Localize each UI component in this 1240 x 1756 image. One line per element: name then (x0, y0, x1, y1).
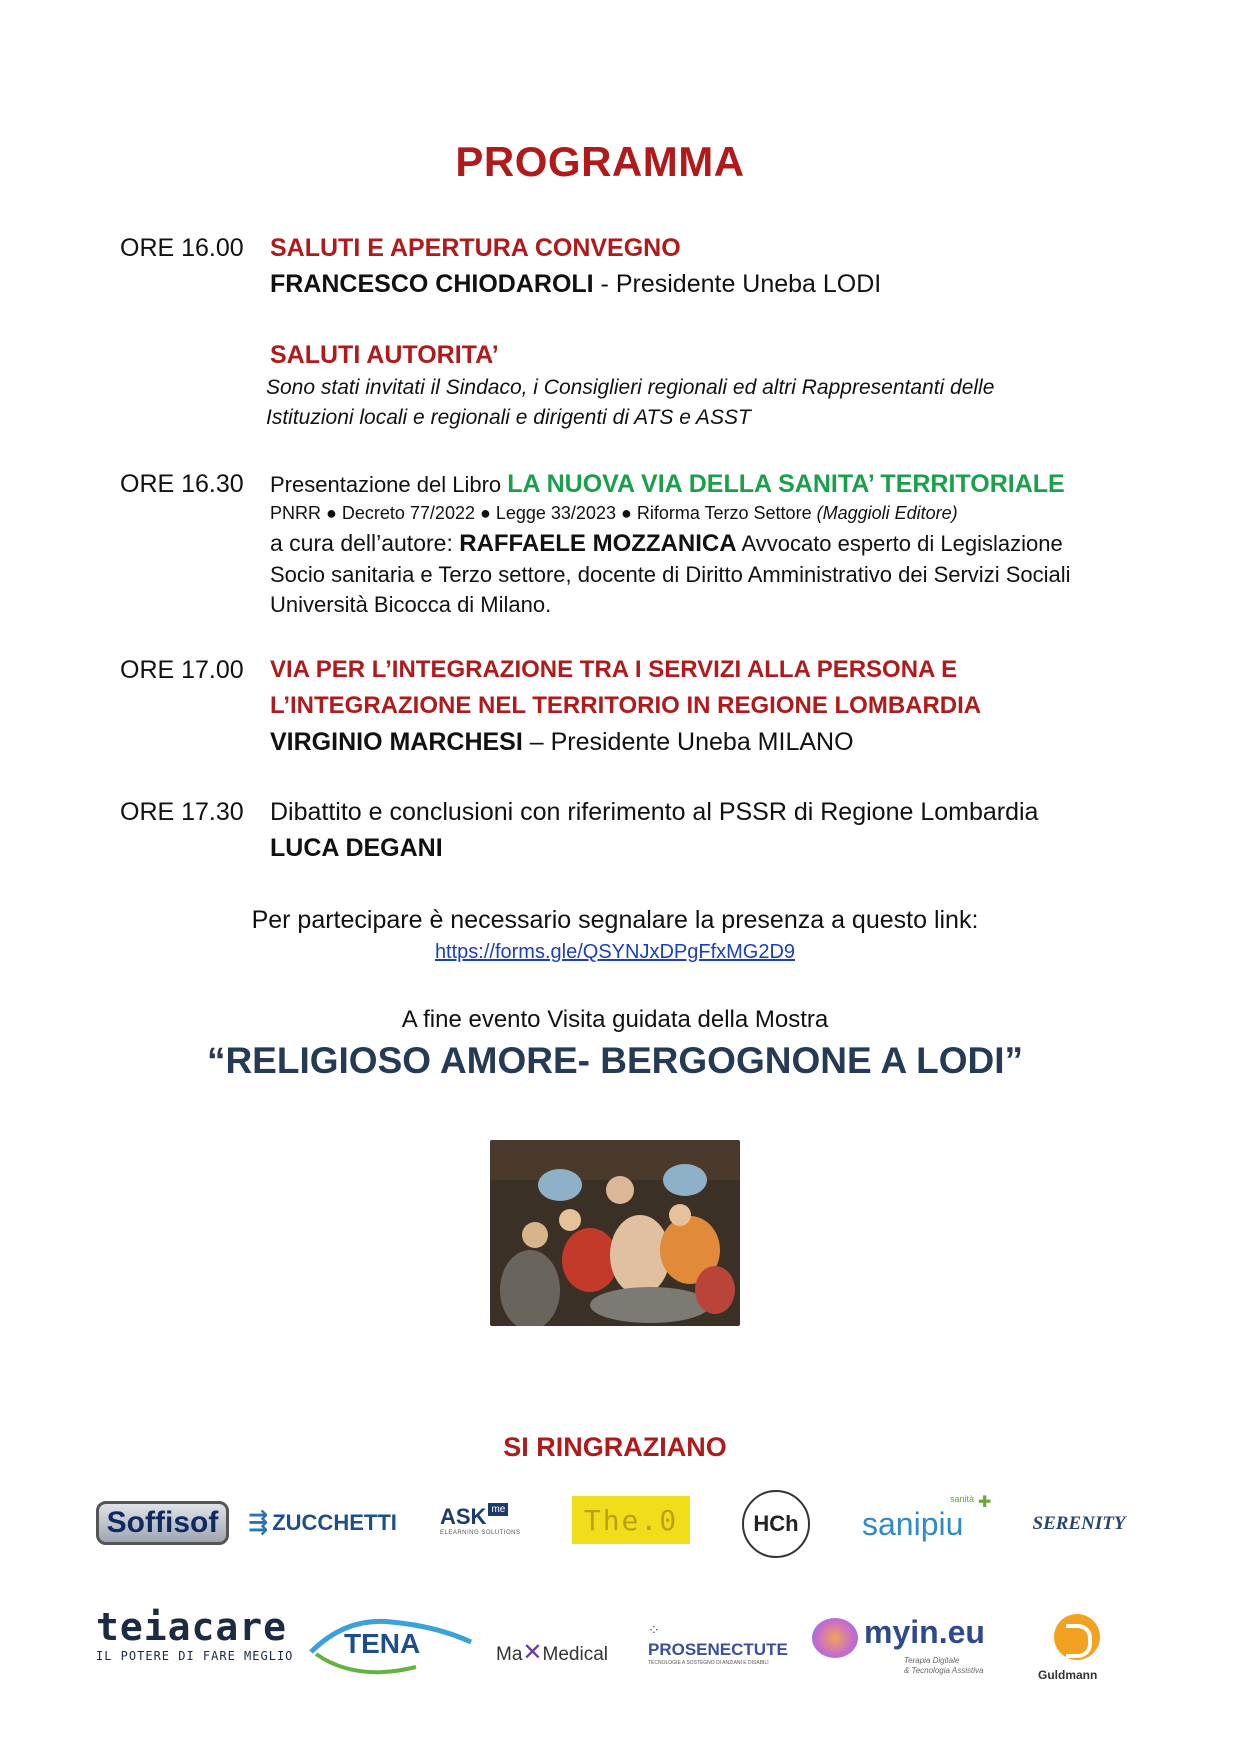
book-intro: Presentazione del Libro (270, 472, 508, 497)
session-time: ORE 17.30 (120, 798, 244, 826)
session-text: Dibattito e conclusioni con riferimento al PSSR di Regione Lombardia (270, 798, 1039, 826)
zucchetti-icon: ⇶ (248, 1509, 269, 1536)
sponsor-logo-sanipiu (862, 1494, 997, 1550)
myin-sub1: Terapia Digitale (904, 1656, 960, 1665)
author-line (270, 530, 1063, 558)
book-line (270, 470, 1065, 499)
dots-icon: ⁘ (648, 1622, 660, 1638)
x-icon: ✕ (522, 1639, 543, 1666)
brain-icon (812, 1618, 858, 1658)
speaker-role: - Presidente Uneba LODI (593, 270, 882, 298)
guldmann-label: Guldmann (1038, 1668, 1098, 1682)
session-heading: VIA PER L’INTEGRAZIONE TRA I SERVIZI ALLA PERSONA E (270, 656, 958, 683)
hch-label: HCh (753, 1511, 799, 1536)
speaker-line (270, 728, 854, 757)
sponsor-logo-teiacare (96, 1605, 296, 1675)
author-name: RAFFAELE MOZZANICA (459, 530, 737, 557)
plus-icon: ✚ (978, 1494, 992, 1511)
sponsor-logo-zucchetti (240, 1500, 405, 1545)
prosenectute-label: PROSENECTUTE (648, 1640, 788, 1659)
sponsor-logo-the0 (572, 1496, 690, 1544)
speaker-line (270, 270, 881, 299)
session-heading: SALUTI E APERTURA CONVEGNO (270, 234, 681, 262)
sponsor-logo-hch (742, 1490, 810, 1558)
sponsor-logo-soffisof (90, 1492, 235, 1554)
registration-link-wrap (0, 941, 1230, 964)
serenity-label: SERENITY (1032, 1513, 1126, 1534)
sponsor-logo-tena (306, 1612, 476, 1678)
ask-badge: me (488, 1503, 508, 1516)
session-time: ORE 16.30 (120, 470, 244, 498)
tena-label: TENA (344, 1628, 421, 1659)
zucchetti-label: ZUCCHETTI (272, 1509, 397, 1535)
book-title: LA NUOVA VIA DELLA SANITA’ TERRITORIALE (507, 470, 1065, 498)
author-bio: Università Bicocca di Milano. (270, 592, 552, 617)
prosenectute-sub: TECNOLOGIE A SOSTEGNO DI ANZIANI E DISABILI (648, 1660, 769, 1666)
sanipiu-small: sanità (950, 1494, 975, 1504)
session-heading: SALUTI AUTORITA’ (270, 341, 499, 369)
sponsor-logo-ask (440, 1504, 540, 1546)
speaker-role: – Presidente Uneba MILANO (522, 728, 854, 756)
maxmedical-label-b: Medical (542, 1644, 608, 1665)
teiacare-label: teiacare (96, 1605, 288, 1649)
sponsor-logo-prosenectute (648, 1622, 798, 1672)
book-publisher: (Maggioli Editore) (816, 503, 958, 523)
book-keywords: PNRR ● Decreto 77/2022 ● Legge 33/2023 ● Riforma Terzo Settore (270, 503, 817, 523)
soffisof-label: Soffisof (96, 1501, 230, 1545)
speaker-name: VIRGINIO MARCHESI (270, 728, 523, 756)
exhibition-title: “RELIGIOSO AMORE- BERGOGNONE A LODI” (206, 1040, 1024, 1081)
curated-label: a cura dell’autore: (270, 530, 460, 556)
teiacare-sub: IL POTERE DI FARE MEGLIO (96, 1649, 294, 1663)
registration-text: Per partecipare è necessario segnalare la presenza a questo link: (251, 906, 979, 934)
the0-label: The.0 (583, 1503, 679, 1537)
guldmann-g-icon (1066, 1624, 1092, 1658)
session-time: ORE 17.00 (120, 656, 244, 684)
note-text: Istituzioni locali e regionali e dirigenti di ATS e ASST (266, 406, 751, 429)
painting-image (490, 1140, 740, 1326)
speaker-name: FRANCESCO CHIODAROLI (270, 270, 594, 298)
myin-sub2: & Tecnologia Assistiva (904, 1666, 984, 1675)
sanipiu-label: sanipiu (862, 1506, 964, 1542)
session-time: ORE 16.00 (120, 234, 244, 262)
book-subtitle (270, 503, 958, 524)
author-bio: Socio sanitaria e Terzo settore, docente di Diritto Amministrativo dei Servizi Sociali (270, 562, 1071, 587)
ask-sub: ELEARNING SOLUTIONS (440, 1530, 521, 1536)
ask-label: ASK (440, 1504, 487, 1529)
session-heading: L’INTEGRAZIONE NEL TERRITORIO IN REGIONE LOMBARDIA (270, 692, 982, 719)
sponsor-logo-myin (812, 1612, 1002, 1682)
registration-link[interactable]: https://forms.gle/QSYNJxDPgFfxMG2D9 (434, 941, 796, 963)
speaker-name: LUCA DEGANI (270, 834, 443, 862)
sponsor-logo-maxmedical (496, 1638, 636, 1668)
thanks-heading: SI RINGRAZIANO (503, 1432, 727, 1462)
maxmedical-label-a: Ma (496, 1644, 523, 1665)
note-text: Sono stati invitati il Sindaco, i Consiglieri regionali ed altri Rappresentanti delle (266, 376, 995, 399)
myin-label: myin.eu (864, 1614, 985, 1650)
page-title: PROGRAMMA (455, 138, 745, 185)
author-bio: Avvocato esperto di Legislazione (736, 531, 1063, 556)
sponsor-logo-serenity (1025, 1506, 1133, 1542)
exhibition-intro: A fine evento Visita guidata della Mostra (401, 1006, 829, 1033)
sponsor-logo-guldmann (1036, 1614, 1116, 1689)
